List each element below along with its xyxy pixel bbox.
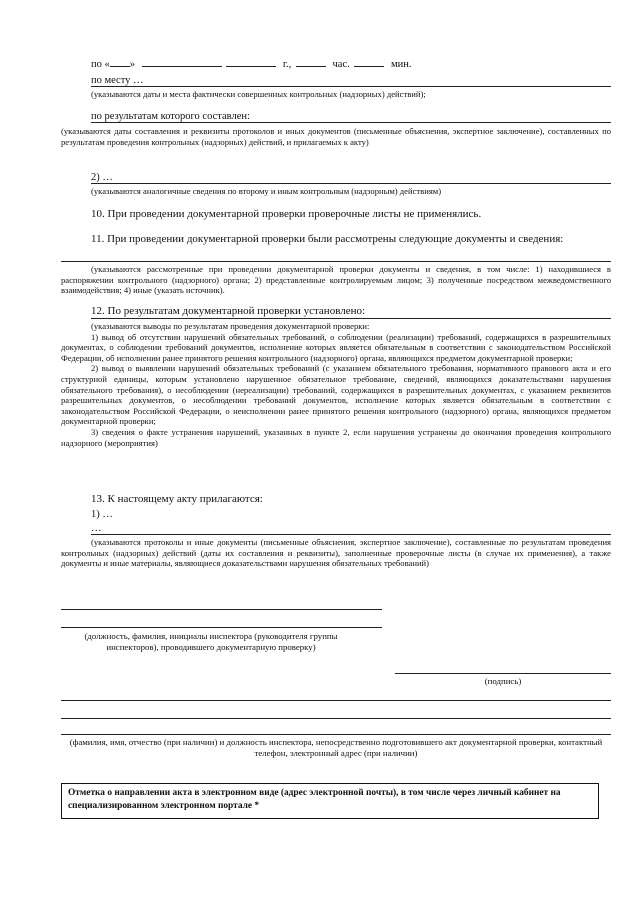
electronic-note-box [61,783,599,819]
section-12: 12. По результатам документарной проверки установлено: [91,305,366,317]
hint-12 [61,321,611,448]
minutes-label: мин. [390,59,412,70]
hours-blank[interactable] [296,56,326,67]
hint-protocols: (указываются даты составления и реквизиты протоколов и иных документов (письменные объяснения, экспертное заключение), составленных по результатам проведения контрольных (надзорных) действий, и прилагаемых к акту) [61,126,611,147]
hint-12-p1: 1) вывод об отсутствии нарушений обязательных требований, о соблюдении (реализации) требований, содержащихся в разрешительных документах, о соблюдении требований документов, исполнение которых является обязательным в соответствии с законодательством Российской Федерации, об исполнении ранее принятого решения контрольного (надзорного) органа, являющихся предметом документарной проверки; [61,331,611,363]
electronic-note-text: Отметка о направлении акта в электронном виде (адрес электронной почты), в том числе через личный кабинет на специализированном электронном портале * [68,788,561,811]
hint-12-p3: 3) сведения о факте устранения нарушений, указанных в пункте 2, если нарушения устранены до окончания проведения контрольного надзорного (мероприятия) [61,426,611,448]
hint-12-intro: (указываются выводы по результатам проведения документарной проверки: [91,321,370,331]
item13-dots: … [91,523,102,534]
protocols-line [91,122,611,123]
year-label: г., [282,59,292,70]
hint-item2: (указываются аналогичные сведения по второму и иным контрольным (надзорным) действиям) [91,186,442,196]
signature-line [395,673,611,674]
hint-12-p2: 2) вывод о выявлении нарушений обязательных требований (с указанием обязательного требования, нормативного правового акта и его структурной единицы, которым установлено нарушенное обязательное требование, сведений, являющихся доказательствами нарушения обязательного требования), о несоблюдении (нереализации) требований, содержащихся в разрешительных документах, с указанием реквизитов разрешительных документов, о несоблюдении требований документов, исполнение которых является обязательным в соответствии с законодательством Российской Федерации, о неисполнении ранее принятого решения контрольного (надзорного) органа, являющихся предметом документарной проверки; [61,363,611,427]
minutes-blank[interactable] [354,56,384,67]
section-13-line [91,534,611,535]
signature-caption: (подпись) [484,676,522,686]
section-11 [61,233,611,246]
hint-dates-places: (указываются даты и места фактически совершенных контрольных (надзорных) действий); [91,89,426,99]
inspector-line-2 [61,627,382,628]
place-label: по месту … [91,75,144,86]
quote-close: » [129,59,135,70]
item2-label: 2) … [91,172,113,183]
place-line [91,86,611,87]
hint-11 [61,264,611,296]
sign-preparer-text: (фамилия, имя, отчество (при наличии) и должность инспектора, непосредственно подготовившего акт документарной проверки, контактный телефон, электронный адрес (при наличии) [69,737,603,758]
protocols-label: по результатам которого составлен: [91,111,250,122]
month-blank[interactable] [142,56,222,67]
po-label: по « [91,59,110,70]
inspector-line-1 [61,609,382,610]
section-11-text: 11. При проведении документарной проверки были рассмотрены следующие документы и сведения: [91,233,564,245]
section-11-line [61,261,611,262]
preparer-line-3 [61,734,611,735]
item2-line [91,183,611,184]
item13-1: 1) … [91,509,113,520]
sign-preparer-caption [61,737,611,759]
hours-label: час. [332,59,350,70]
preparer-line-2 [61,718,611,719]
section-12-line [91,318,611,319]
hint-11-text: (указываются рассмотренные при проведении документарной проверки документы и сведения, в том числе: 1) находившиеся в распоряжении контрольного (надзорного) органа; 2) представленные контролируемым лицом; 3) полученные посредством межведомственного взаимодействия; 4) иные (указать источник). [61,264,611,296]
year-blank[interactable] [226,56,276,67]
preparer-line-1 [61,700,611,701]
hint-13-text: (указываются протоколы и иные документы (письменные объяснения, экспертное заключение), составленные по результатам проведения контрольных (надзорных) действий (даты их составления и реквизиты), заполненные проверочные листы (в случае их применения), а также документы и иные материалы, являющиеся доказательствами нарушения обязательных требований) [61,537,611,569]
sign-inspector-text: (должность, фамилия, инициалы инспектора (руководителя группы инспекторов), проводившего документарную проверку) [84,631,338,652]
hint-13 [61,537,611,569]
section-13: 13. К настоящему акту прилагаются: [91,493,263,505]
day-blank[interactable] [110,56,130,67]
section-10: 10. При проведении документарной проверки проверочные листы не применялись. [91,208,482,220]
sign-inspector-caption [61,631,361,653]
date-time-line [91,56,511,71]
